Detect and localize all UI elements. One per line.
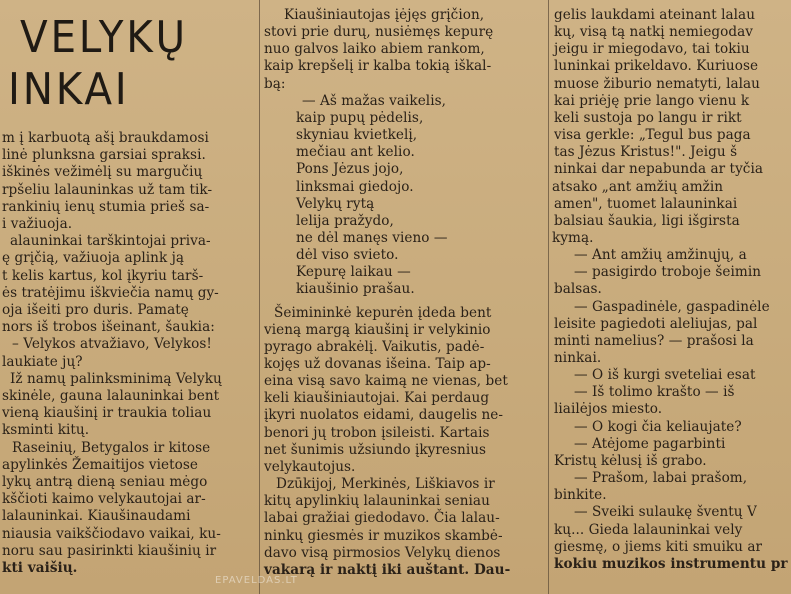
col1-text-line: m į karbuotą ašį braukdamosi [2,130,209,146]
col2-text-line: bą: [264,75,286,92]
col3-text-line: gelis laukdami ateinant lalau [554,7,756,23]
col1-text-line: ksminti kitų. [2,422,90,439]
col3-text-line: tas Jėzus Kristus!". Jeigu š [554,144,738,161]
watermark-text: EPAVELDAS.LT [215,575,298,586]
col2-text-line: eina visą savo kaimą ne vienas, bet [264,373,508,390]
col3-text-line: muose žiburio nematyti, lalau [554,75,760,92]
col1-text-line: nors iš trobos išeinant, šaukia: [2,319,215,336]
col3-text-line: binkite. [554,487,607,504]
col2-text-line: — Aš mažas vaikelis, [302,92,446,109]
col3-text-line: — O iš kurgi sveteliai esat [574,367,756,384]
col1-text-line: alauninkai tarškintojai priva- [10,233,211,250]
col2-text-line: benori jų trobon įsileisti. Kartais [264,424,490,441]
col1-text-line: ės tratėjimu iškviečia namų gy- [2,284,219,301]
col2-text-line: ne dėl manęs vieno — [296,230,448,246]
col1-text-line: lykų antrą dieną seniau mėgo [2,474,208,490]
col3-text-line: — O kogi čia keliaujate? [574,418,742,435]
col2-text-line: nuo galvos laiko abiem rankom, [264,41,485,58]
col3-text-line: keli sustoja po langu ir rikt [554,109,742,126]
col1-text-line: oja išeiti pro duris. Pamatę [2,302,189,318]
col1-text-line: rpšeliu lalauninkas už tam tik- [2,181,213,198]
column-divider-right [548,0,549,594]
col3-text-line: kymą. [552,230,594,246]
col2-text-line: Dzūkijoj, Merkinės, Liškiavos ir [276,476,495,492]
col2-text-line: Šeimininkė kepurėn įdeda bent [274,304,492,321]
col1-text-line: iškinės vežimėlį su margučių [2,164,203,181]
col3-text-line: — Gaspadinėle, gaspadinėle [574,298,770,315]
col3-text-line: ninkai. [554,350,602,366]
col2-text-line: kaip krepšelį ir kalba tokią iškal- [264,58,492,75]
col2-text-line: davo visą pirmosios Velykų dienos [264,544,501,561]
col3-text-line: — pasigirdo troboje šeimin [574,264,762,281]
col2-text-line: kitų apylinkių lalauninkai seniau [264,493,490,510]
col3-text-line: minti namelius? — prašosi la [554,332,754,349]
col2-text-line: pyrago abrakėlį. Vaikutis, padė- [264,338,485,355]
col2-text-line: net šunimis užsiundo įkyresnius [264,441,487,458]
col2-text-line: dėl viso svieto. [296,247,399,264]
col3-text-line: kai priėję prie lango vienu k [554,92,750,109]
col2-text-line: skyniau kvietkelį, [296,127,418,144]
col3-text-line: amen", tuomet lalauninkai [554,195,738,212]
col3-text-line: — Iš tolimo krašto — iš [574,384,735,401]
col2-text-line: lelija pražydo, [296,212,394,229]
col1-text-line: lalauninkai. Kiaušinaudami [2,508,191,525]
col2-text-line: kaip pupų pėdelis, [296,109,424,126]
col3-text-line: — Ant amžių amžinųjų, a [574,247,747,264]
col1-text-line: niausia vaikščiodavo vaikai, ku- [2,525,221,542]
col3-text-line: kų, visą tą natkį nemiegodav [554,24,754,41]
article-heading-line2: INKAI [8,64,130,115]
col2-text-line: įkyri nuolatos eidami, daugelis ne- [264,407,504,424]
col2-text-line: vieną margą kiaušinį ir velykinio [264,321,491,338]
col2-text-line: mečiau ant kelio. [296,144,415,161]
col3-text-line: leisite pagiedoti aleliujas, pal [554,315,758,332]
col2-text-line: Pons Jėzus jojo, [296,161,404,178]
column-divider-left [259,0,260,594]
col1-text-line: Raseinių, Betygalos ir kitose [12,439,211,456]
col3-text-line: kų... Gieda lalauninkai vely [554,521,743,538]
col1-text-line: Iž namų palinksminimą Velykų [10,370,222,387]
col3-text-line: visa gerkle: „Tegul bus paga [554,127,751,144]
col2-text-line: keli kiaušiniautojai. Kai perdaug [264,390,490,407]
col2-text-line: kojęs už dovanas išeina. Taip ap- [264,356,491,372]
col1-text-line: kščioti kaimo velykautojai ar- [2,491,206,508]
col3-text-line: atsako „ant amžių amžin [552,178,724,195]
col1-text-line: t kelis kartus, kol įkyriu tarš- [2,267,204,284]
col1-text-line: linė plunksna garsiai spraksi. [2,147,206,164]
col1-text-line: vieną kiaušinį ir traukia toliau [2,405,212,422]
col1-text-line: kti vaišių. [2,560,78,576]
col1-text-line: rankinių ienų stumia prieš sa- [2,198,210,215]
col2-text-line: Velykų rytą [296,195,375,212]
col3-text-line: jeigu ir miegodavo, tai tokiu [554,41,750,58]
col3-text-line: — Atėjome pagarbinti [574,435,726,452]
col1-text-line: apylinkės Žemaitijos vietose [2,456,198,473]
col1-text-line: ę grįčią, važiuoja aplink ją [2,250,185,267]
col2-text-line: ninkų giesmės ir muzikos skambė- [264,527,503,544]
column-middle [262,0,544,594]
column-left [0,0,246,594]
col3-text-line: balsas. [554,281,602,298]
col1-text-line: skinėle, gauna lalauninkai bent [2,388,220,404]
col2-text-line: Kepurę laikau — [296,264,411,281]
col2-text-line: kiaušinio prašau. [296,281,415,298]
col2-text-line: linksmai giedojo. [296,178,414,195]
col1-text-line: laukiate jų? [2,353,83,370]
col3-text-line: — Prašom, labai prašom, [574,470,748,486]
col3-text-line: liailėjos miesto. [554,401,663,418]
article-heading-line1: VELYKŲ [20,12,188,63]
col1-text-line: i važiuoja. [2,216,73,232]
column-right [552,0,791,594]
col2-text-line: Kiaušiniautojas įėjęs grįčion, [284,7,485,23]
col3-text-line: Kristų kėlusį iš grabo. [554,452,707,469]
col3-text-line: balsiau šaukia, ligi išgirsta [554,212,740,229]
col2-text-line: stovi prie durų, nusiėmęs kepurę [264,24,494,41]
col2-text-line: velykautojus. [264,458,356,475]
col3-text-line: kokiu muzikos instrumentu pr [554,555,788,572]
col3-text-line: ninkai dar nepabunda ar tyčia [554,161,764,178]
col3-text-line: luninkai prikeldavo. Kuriuose [554,58,759,75]
col3-text-line: — Sveiki sulaukę šventų V [574,504,757,521]
col3-text-line: giesmę, o jiems kiti smuiku ar [554,538,763,555]
col1-text-line: – Velykos atvažiavo, Velykos! [12,336,212,353]
col2-text-line: labai gražiai giedodavo. Čia lalau- [264,510,500,527]
col1-text-line: noru sau pasirinkti kiaušinių ir [2,542,217,559]
col2-text-line: vakarą ir naktį iki auštant. Dau- [264,561,511,578]
